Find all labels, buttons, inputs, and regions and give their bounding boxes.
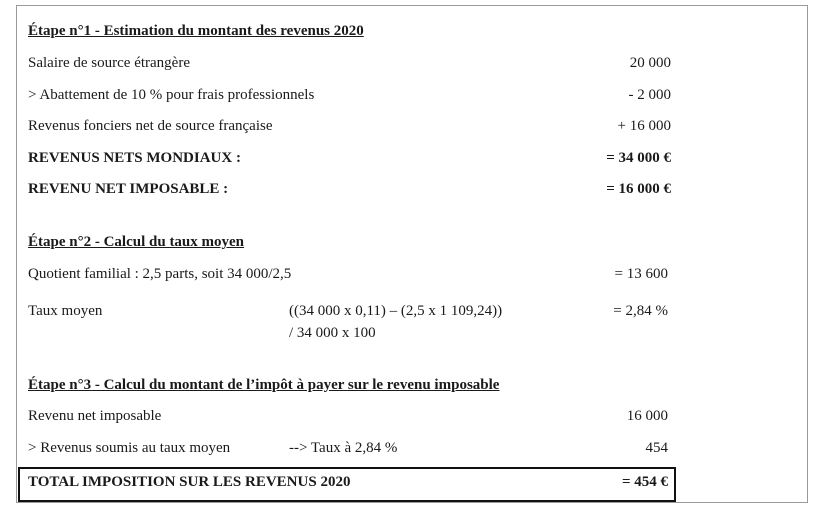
step2-title: Étape n°2 - Calcul du taux moyen bbox=[28, 234, 245, 250]
revenu-net-imposable-value: = 16 000 € bbox=[606, 181, 671, 197]
revenus-taux-moyen-formula: --> Taux à 2,84 % bbox=[289, 440, 398, 456]
total-label: TOTAL IMPOSITION SUR LES REVENUS 2020 bbox=[28, 474, 351, 490]
taux-moyen-formula: ((34 000 x 0,11) – (2,5 x 1 109,24)) / 34 000 x 100 bbox=[289, 303, 503, 341]
step1-row-label: Salaire de source étrangère bbox=[28, 55, 190, 71]
step1-row-value: 20 000 bbox=[629, 55, 671, 71]
revenus-taux-moyen-label: > Revenus soumis au taux moyen bbox=[28, 440, 231, 456]
step1-row-label: > Abattement de 10 % pour frais professionnels bbox=[28, 87, 315, 103]
step1-row-value: - 2 000 bbox=[628, 87, 671, 103]
revenu-net-imposable-label: REVENU NET IMPOSABLE : bbox=[28, 181, 229, 197]
step3-title: Étape n°3 - Calcul du montant de l’impôt à payer sur le revenu imposable bbox=[28, 377, 500, 393]
revenu-net-imposable-row-label: Revenu net imposable bbox=[28, 408, 162, 424]
quotient-familial-value: = 13 600 bbox=[614, 266, 668, 282]
step1-row-label: Revenus fonciers net de source française bbox=[28, 118, 273, 134]
quotient-familial-label: Quotient familial : 2,5 parts, soit 34 000/2,5 bbox=[28, 266, 292, 282]
revenus-nets-mondiaux-value: = 34 000 € bbox=[606, 150, 671, 166]
step1-row-value: + 16 000 bbox=[617, 118, 671, 134]
document-frame bbox=[16, 5, 808, 503]
revenus-taux-moyen-value: 454 bbox=[645, 440, 668, 456]
total-value: = 454 € bbox=[621, 474, 668, 490]
taux-moyen-label: Taux moyen bbox=[28, 303, 103, 319]
step1-title: Étape n°1 - Estimation du montant des revenus 2020 bbox=[28, 23, 364, 39]
taux-moyen-value: = 2,84 % bbox=[613, 303, 668, 319]
revenu-net-imposable-row-value: 16 000 bbox=[626, 408, 668, 424]
revenus-nets-mondiaux-label: REVENUS NETS MONDIAUX : bbox=[28, 150, 241, 166]
